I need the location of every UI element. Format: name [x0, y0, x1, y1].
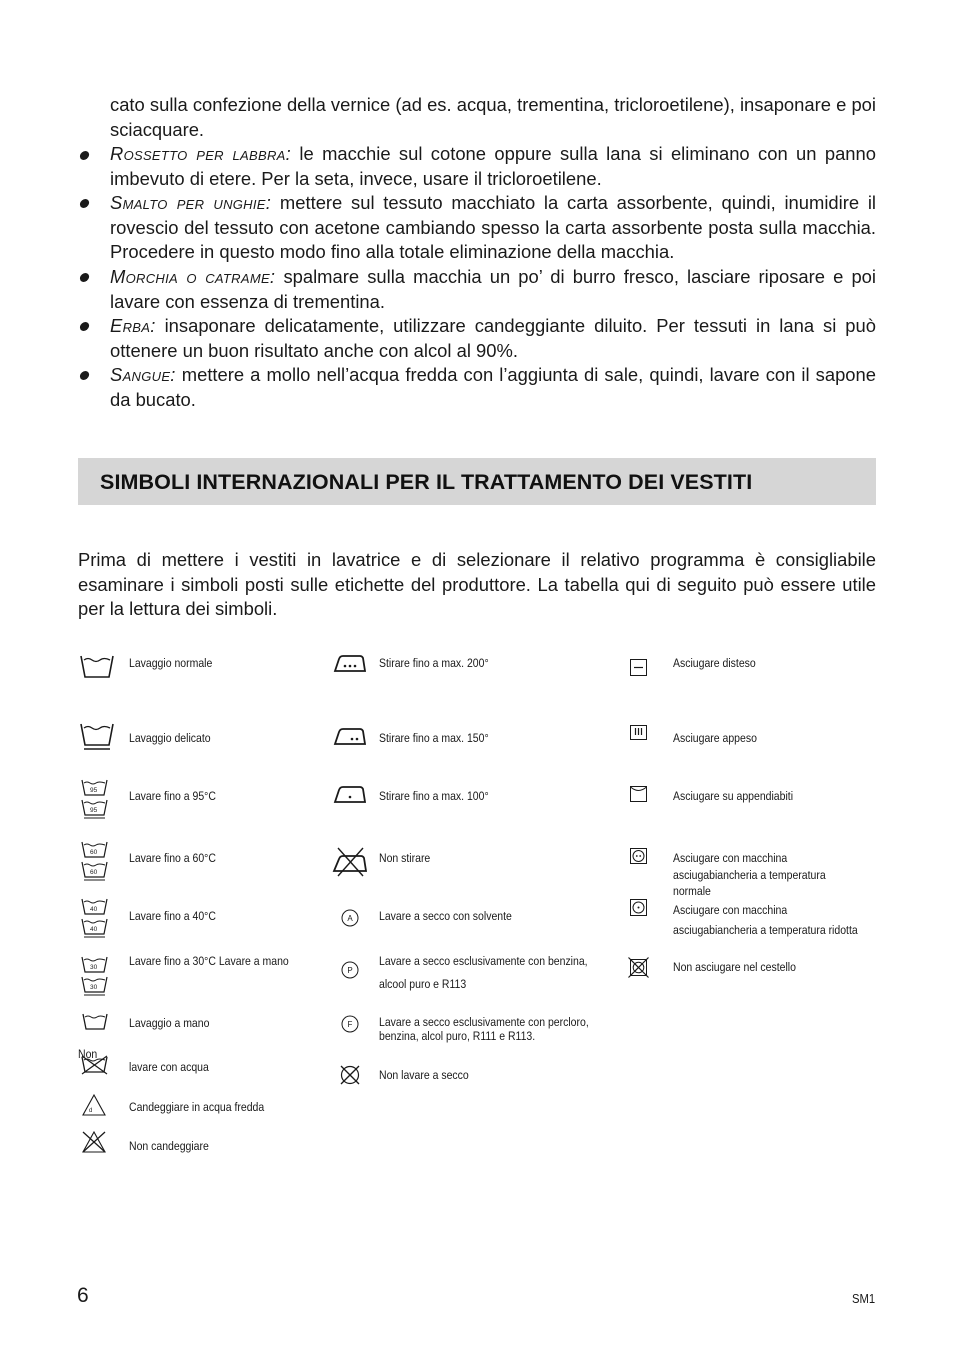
symbol-label: Lavare fino a 60°C	[129, 851, 216, 865]
stain-text: insaponare delicatamente, utilizzare candeggiante diluito. Per tessuti in lana si può ottenere un buon risultato anche con alcol al 90%.	[110, 315, 876, 361]
svg-text:95: 95	[90, 787, 98, 794]
circle-letter-icon	[341, 961, 359, 979]
tub-delicate-icon	[80, 723, 114, 751]
bullet-dot-icon	[79, 371, 90, 380]
square-line-icon	[630, 659, 647, 676]
stain-term: Morchia o catrame:	[110, 266, 276, 287]
triangle-icon	[82, 1094, 106, 1116]
square-hanger-icon	[630, 786, 647, 802]
symbol-label: Asciugare appeso	[673, 731, 757, 745]
triangle-mark: d	[89, 1108, 93, 1114]
iron-2dot-icon	[334, 728, 366, 746]
tub-temp-icon	[81, 841, 109, 881]
symbol-label: Lavaggio delicato	[129, 731, 211, 745]
stain-term: Sangue:	[110, 364, 176, 385]
symbol-label: Non stirare	[379, 851, 431, 865]
stain-term: Smalto per unghie:	[110, 192, 272, 213]
symbol-label: Asciugare con macchina	[673, 851, 788, 865]
symbol-label: Stirare fino a max. 200°	[379, 656, 489, 670]
stain-term: Rossetto per labbra:	[110, 143, 292, 164]
iron-3dot-icon	[334, 655, 366, 673]
symbol-label-line3: normale	[673, 884, 711, 898]
page-number: 6	[77, 1284, 89, 1307]
stain-item-tar	[110, 265, 876, 314]
iron-1dot-icon	[334, 786, 366, 804]
stain-text: le macchie sul cotone oppure sulla lana si eliminano con un panno imbevuto di etere. Per la seta, invece, usare il tricloroetilene.	[110, 143, 876, 189]
section-header	[78, 458, 876, 505]
symbol-label-line2: asciugabiancheria a temperatura ridotta	[673, 923, 858, 937]
circle-letter: A	[347, 914, 353, 923]
tub-icon	[80, 655, 114, 679]
tub-hand-icon	[82, 1013, 108, 1031]
symbol-label: Candeggiare in acqua fredda	[129, 1100, 265, 1114]
circle-letter-icon	[341, 1015, 359, 1033]
document-code: SM1	[852, 1292, 876, 1306]
bullet-dot-icon	[79, 151, 90, 160]
stain-continuation: cato sulla confezione della vernice (ad es. acqua, trementina, tricloroetilene), insaponare e poi sciacquare.	[110, 94, 876, 140]
stain-item-lipstick	[110, 142, 876, 191]
symbol-label: Non asciugare nel cestello	[673, 960, 796, 974]
stain-text: mettere a mollo nell’acqua fredda con l’aggiunta di sale, quindi, lavare con il sapone da bucato.	[110, 364, 876, 410]
iron-crossed-icon	[333, 847, 367, 877]
tub-temp-icon	[81, 956, 109, 996]
symbol-label-line2: benzina, alcol puro, R111 e R113.	[379, 1029, 536, 1043]
tumble-dry-low-icon	[630, 899, 647, 916]
bullet-dot-icon	[79, 199, 90, 208]
stain-text: spalmare sulla macchia un po’ di burro fresco, lasciare riposare e poi lavare con essenza di trementina.	[110, 266, 876, 312]
symbol-label: Asciugare con macchina	[673, 903, 788, 917]
stain-item-nailpolish	[110, 191, 876, 265]
circle-letter-icon	[341, 909, 359, 927]
section-intro: Prima di mettere i vestiti in lavatrice e di selezionare il relativo programma è consigliabile esaminare i simboli posti sulle etichette del produttore. La tabella qui di seguito può essere utile per la lettura dei simboli.	[78, 549, 876, 619]
symbol-prefix: Non	[78, 1047, 98, 1061]
bullet-dot-icon	[79, 273, 90, 282]
symbol-label-line2: alcool puro e R113	[379, 977, 467, 991]
symbol-label: Asciugare disteso	[673, 656, 756, 670]
symbol-label: Lavare a secco esclusivamente con benzina,	[379, 954, 588, 968]
symbol-label: Lavaggio normale	[129, 656, 213, 670]
symbol-label: Lavare fino a 95°C	[129, 789, 216, 803]
tub-temp-icon	[81, 779, 109, 819]
triangle-crossed-icon	[81, 1131, 107, 1153]
symbol-label: Stirare fino a max. 150°	[379, 731, 489, 745]
symbol-label: Non lavare a secco	[379, 1068, 469, 1082]
svg-text:30: 30	[90, 964, 98, 971]
section-title: SIMBOLI INTERNAZIONALI PER IL TRATTAMENTO DEI VESTITI	[100, 470, 753, 494]
stain-text: mettere sul tessuto macchiato la carta assorbente, quindi, inumidire il rovescio del tessuto con acetone cambiando spesso la carta assorbente posta sulla macchia. Procedere in questo modo fino alla totale eliminazione della macchia.	[110, 192, 876, 262]
svg-text:40: 40	[90, 906, 98, 913]
tub-temp-icon	[81, 898, 109, 938]
symbol-label: lavare con acqua	[129, 1060, 209, 1074]
symbol-label: Lavare fino a 30°C Lavare a mano	[129, 954, 289, 968]
symbol-label: Lavare a secco esclusivamente con percloro,	[379, 1015, 589, 1029]
stain-item-blood	[110, 363, 876, 412]
stain-item-grass	[110, 314, 876, 363]
symbol-label-line2: asciugabiancheria a temperatura	[673, 868, 826, 882]
symbol-label: Asciugare su appendiabiti	[673, 789, 794, 803]
tumble-dry-crossed-icon	[628, 957, 649, 978]
circle-letter: F	[347, 1020, 353, 1029]
svg-text:30: 30	[90, 984, 98, 991]
svg-text:95: 95	[90, 807, 98, 814]
circle-crossed-icon	[339, 1064, 361, 1086]
stain-term: Erba:	[110, 315, 156, 336]
symbol-label: Non candeggiare	[129, 1139, 209, 1153]
symbol-label: Lavaggio a mano	[129, 1016, 210, 1030]
tumble-dry-normal-icon	[630, 848, 647, 864]
square-vlines-icon	[630, 725, 647, 740]
symbol-label: Stirare fino a max. 100°	[379, 789, 489, 803]
svg-text:40: 40	[90, 926, 98, 933]
symbol-label: Lavare fino a 40°C	[129, 909, 216, 923]
svg-text:60: 60	[90, 869, 98, 876]
bullet-dot-icon	[79, 322, 90, 331]
symbol-label: Lavare a secco con solvente	[379, 909, 512, 923]
tub-crossed-icon	[81, 1055, 109, 1075]
circle-letter: P	[347, 966, 353, 975]
svg-text:60: 60	[90, 849, 98, 856]
